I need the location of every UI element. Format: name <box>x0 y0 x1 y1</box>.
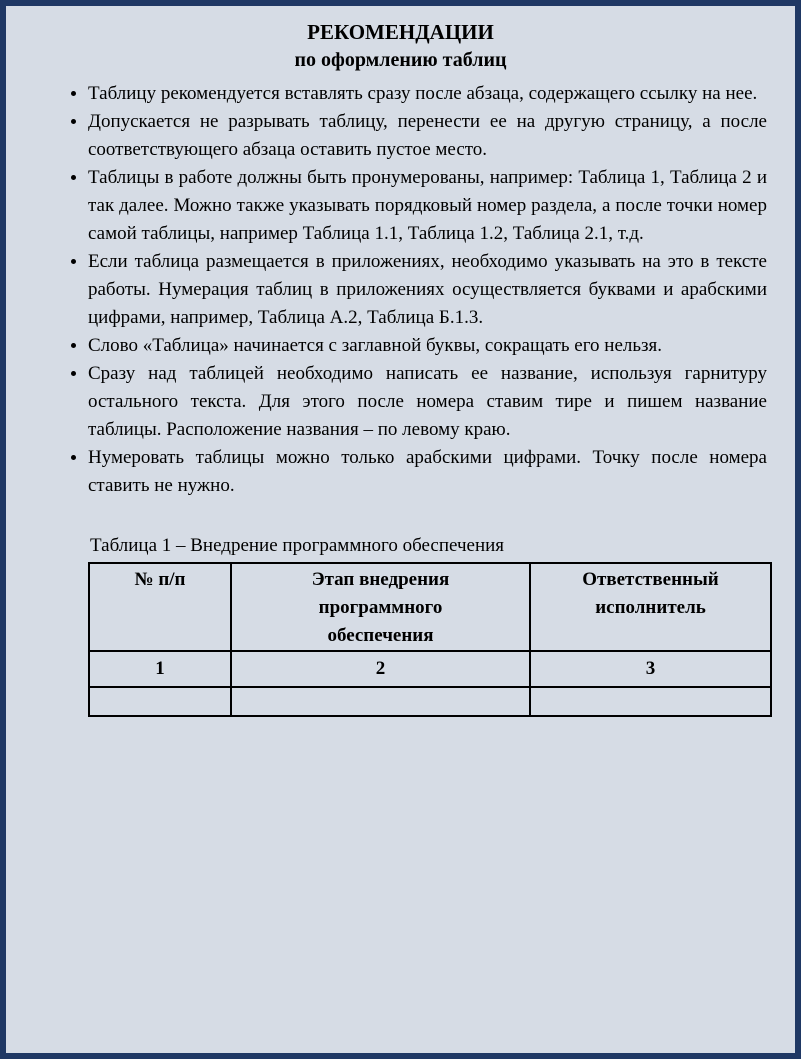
list-item-insert-after-paragraph: • Таблицу рекомендуется вставлять сразу после абзаца, содержащего ссылку на нее. <box>88 80 767 108</box>
document-subtitle: по оформлению таблиц <box>294 49 507 71</box>
numbering-cell-3: 3 <box>530 651 771 687</box>
numbering-cell-1: 1 <box>89 651 231 687</box>
table-numbering-row <box>89 651 771 687</box>
list-item-capitalization: • Слово «Таблица» начинается с заглавной буквы, сокращать его нельзя. <box>88 332 767 360</box>
numbering-cell-2: 2 <box>231 651 530 687</box>
table-caption: Таблица 1 – Внедрение программного обеспечения <box>90 535 505 556</box>
list-item-no-page-break: • Допускается не разрывать таблицу, перенести ее на другую страницу, а после соответствующего абзаца оставить пустое место. <box>88 108 767 164</box>
recommendations-list <box>6 80 795 500</box>
empty-cell-1 <box>89 687 231 716</box>
header-cell-number: № п/п <box>89 563 231 651</box>
list-item-numbering-scheme: • Таблицы в работе должны быть пронумерованы, например: Таблица 1, Таблица 2 и так далее. Можно также указывать порядковый номер раздела, а после точки номер самой таблицы, например Таблица 1.1, Таблица 1.2, Таблица 2.1, т.д. <box>88 164 767 248</box>
list-item-title-placement: • Сразу над таблицей необходимо написать ее название, используя гарнитуру остального текста. Для этого после номера ставим тире и пишем название таблицы. Расположение названия – по левому краю. <box>88 360 767 444</box>
sample-table <box>88 562 772 717</box>
document-title: РЕКОМЕНДАЦИИ <box>307 20 494 44</box>
list-item-arabic-numerals: • Нумеровать таблицы можно только арабскими цифрами. Точку после номера ставить не нужно. <box>88 444 767 500</box>
empty-cell-3 <box>530 687 771 716</box>
empty-cell-2 <box>231 687 530 716</box>
list-item-appendix-numbering: • Если таблица размещается в приложениях, необходимо указывать на это в тексте работы. Нумерация таблиц в приложениях осуществляется буквами и арабскими цифрами, например, Таблица А.2, Таблица Б.1.3. <box>88 248 767 332</box>
header-cell-responsible: Ответственный исполнитель <box>530 563 771 651</box>
header-cell-stage: Этап внедрения программного обеспечения <box>231 563 530 651</box>
table-header-row <box>89 563 771 651</box>
table-empty-row <box>89 687 771 716</box>
